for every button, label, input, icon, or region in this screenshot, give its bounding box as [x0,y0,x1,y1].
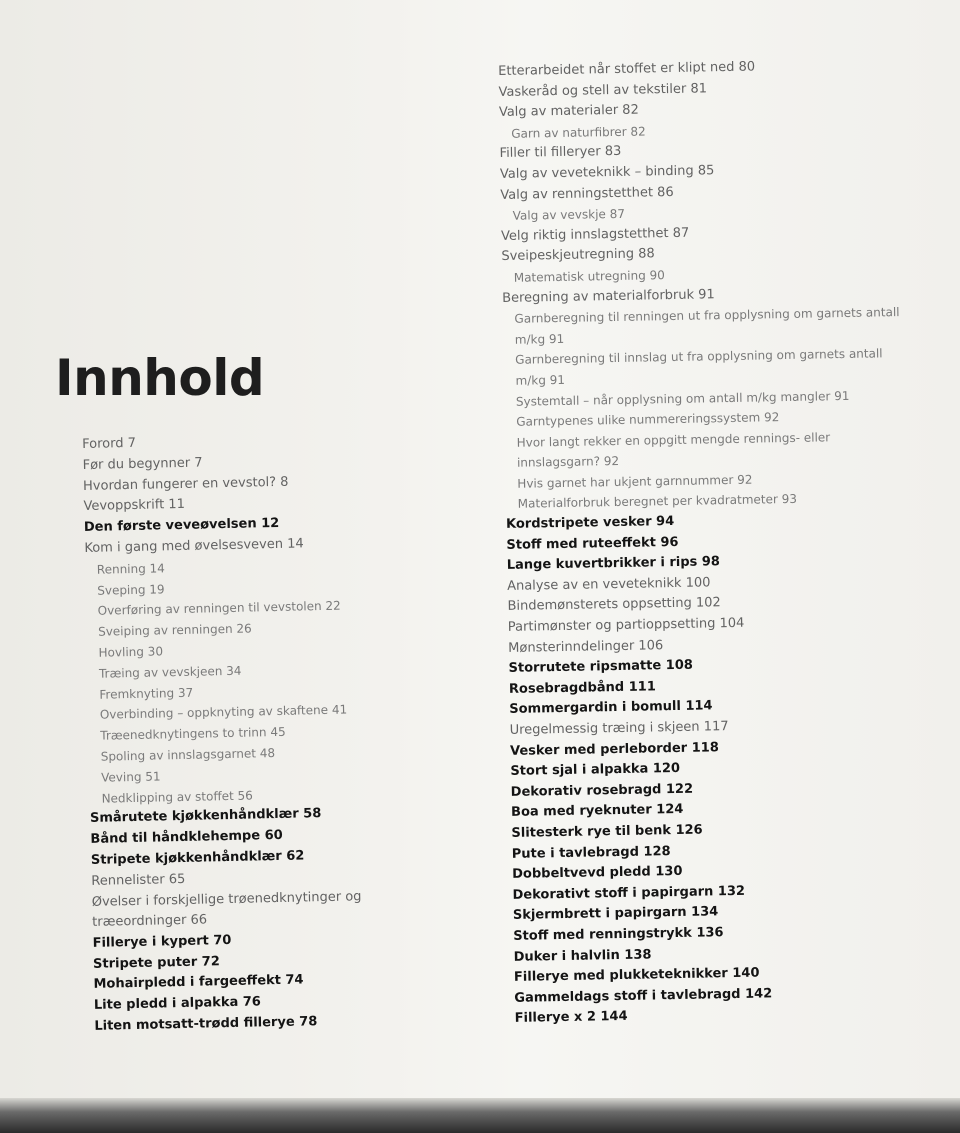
toc-entry: Veving 51 [101,769,161,785]
toc-entry: Mohairpledd i fargeeffekt 74 [93,972,304,993]
toc-entry: Før du begynner 7 [82,455,203,473]
toc-entry: Garnberegning til innslag ut fra opplysning om garnets antall m/kg 91 [515,346,883,388]
toc-entry: Valg av renningstetthet 86 [500,184,674,203]
toc-entry: Valg av vevskje 87 [512,206,626,223]
toc-entry: Spoling av innslagsgarnet 48 [100,745,276,764]
toc-entry: Træing av vevskjeen 34 [98,663,242,681]
toc-entry: Hovling 30 [98,644,164,660]
toc-entry: Fremknyting 37 [99,685,194,702]
toc-entry: Dekorativ rosebragd 122 [510,781,694,800]
toc-entry: Filler til filleryer 83 [499,144,622,162]
toc-entry: Nedklipping av stoffet 56 [101,788,253,806]
toc-entry: Fillerye i kypert 70 [92,932,232,951]
toc-entry: Valg av materialer 82 [498,102,639,121]
toc-entry: Systemtall – når opplysning om antall m/kg mangler 91 [515,388,850,409]
toc-entry: Sveipeskjeutregning 88 [501,246,655,265]
toc-entry: Uregelmessig træing i skjeen 117 [509,719,729,738]
toc-entry: Sveping 19 [97,581,165,598]
toc-entry: Smårutete kjøkkenhåndklær 58 [89,806,322,827]
toc-entry: Matematisk utregning 90 [513,268,665,285]
toc-entry: Lite pledd i alpakka 76 [93,994,262,1013]
toc-entry: Storrutete ripsmatte 108 [508,657,694,677]
toc-entry: Den første veveøvelsen 12 [83,516,280,536]
toc-entry: Vaskeråd og stell av tekstiler 81 [498,80,708,100]
toc-entry: Mønsterinndelinger 106 [508,637,664,656]
toc-entry: Pute i tavlebragd 128 [511,843,671,862]
toc-entry: Stort sjal i alpakka 120 [510,761,681,780]
toc-entry: Bånd til håndklehempe 60 [90,828,283,848]
toc-entry: Forord 7 [82,435,137,452]
toc-entry: Hvis garnet har ukjent garnnummer 92 [517,472,753,491]
toc-entry: Stripete kjøkkenhåndklær 62 [90,848,305,868]
toc-right-column [498,55,915,1030]
toc-entry: Gammeldags stoff i tavlebragd 142 [514,986,773,1006]
toc-entry: Boa med ryeknuter 124 [510,802,684,821]
toc-entry: Duker i halvlin 138 [513,946,652,965]
toc-entry: Stripete puter 72 [92,953,220,972]
toc-entry: Rosebragdbånd 111 [508,679,656,697]
toc-entry: Fillerye med plukketeknikker 140 [513,965,760,985]
toc-entry: Garnberegning til renningen ut fra opplysning om garnets antall m/kg 91 [514,305,900,347]
toc-list-left [82,427,455,1037]
toc-entry: Vesker med perleborder 118 [509,739,719,759]
toc-entry: Dekorativt stoff i papirgarn 132 [512,883,746,903]
toc-entry: Garn av naturfibrer 82 [511,124,646,141]
toc-entry: Analyse av en veveteknikk 100 [507,575,711,594]
toc-entry: Renning 14 [96,561,165,577]
toc-entry: Garntypenes ulike nummereringssystem 92 [516,410,780,429]
toc-entry: Sommergardin i bomull 114 [509,698,713,718]
toc-entry: Stoff med ruteeffekt 96 [506,534,679,553]
toc-entry: Skjermbrett i papirgarn 134 [512,904,719,924]
toc-entry: Valg av veveteknikk – binding 85 [499,163,715,182]
page-bottom-edge [0,1098,960,1133]
toc-entry: Kordstripete vesker 94 [505,514,675,532]
toc-entry: Etterarbeidet når stoffet er klipt ned 80 [498,59,756,79]
toc-entry: Liten motsatt-trødd fillerye 78 [94,1014,318,1034]
toc-entry: Vevoppskrift 11 [83,497,186,515]
toc-entry: Hvordan fungerer en vevstol? 8 [82,474,289,494]
toc-entry: Hvor langt rekker en oppgitt mengde rennings- eller innslagsgarn? 92 [516,429,831,471]
toc-entry: Bindemønsterets oppsetting 102 [507,595,721,615]
page-title: Innhold [55,349,265,407]
toc-entry: Rennelister 65 [91,871,186,889]
toc-entry: Beregning av materialforbruk 91 [501,286,715,306]
toc-entry: Øvelser i forskjellige trøenedknytinger og træeordninger 66 [91,888,362,931]
toc-entry: Velg riktig innslagstetthet 87 [500,225,690,244]
toc-entry: Lange kuvertbrikker i rips 98 [506,554,721,574]
toc-list-right [498,55,915,1030]
toc-entry: Sveiping av renningen 26 [97,621,252,639]
toc-left-column [82,427,455,1037]
toc-entry: Fillerye x 2 144 [514,1009,628,1027]
toc-entry: Overbinding – oppknyting av skaftene 41 [99,702,348,723]
toc-entry: Dobbeltvevd pledd 130 [512,864,683,883]
toc-entry: Partimønster og partioppsetting 104 [507,615,745,635]
toc-entry: Overføring av renningen til vevstolen 22 [97,598,341,619]
toc-entry: Materialforbruk beregnet per kvadratmeter 93 [517,492,798,512]
toc-entry: Kom i gang med øvelsesveven 14 [84,536,304,556]
toc-entry: Slitesterk rye til benk 126 [511,822,703,841]
toc-entry: Stoff med renningstrykk 136 [513,925,724,944]
toc-entry: Træenedknytingens to trinn 45 [100,724,286,743]
